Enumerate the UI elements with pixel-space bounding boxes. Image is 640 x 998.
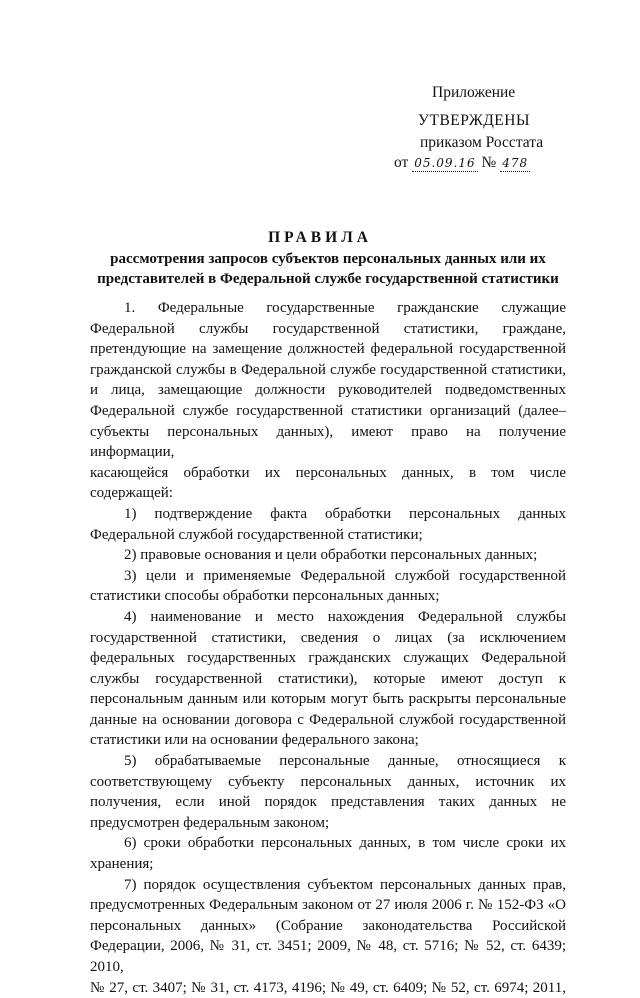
body-line: федеральных государственных гражданских служащих Федеральной [90, 650, 566, 667]
document-subtitle [90, 249, 566, 289]
body-line: хранения; [90, 856, 154, 873]
handwritten-date: 05.09.16 [414, 156, 476, 170]
body-line: 7) порядок осуществления субъектом персональных данных прав, [124, 876, 566, 893]
body-line: Федерации, 2006, № 31, ст. 3451; 2009, № 48, ст. 5716; № 52, ст. 6439; 2010, [90, 938, 566, 975]
body-line: Федеральной службой государственной статистики; [90, 526, 423, 543]
body-line: персональным данным или которым могут быть раскрыты персональные [90, 691, 566, 708]
body-line: соответствующему субъекту персональных данных, источник их [90, 773, 566, 790]
body-line: статистики или на основании федерального закона; [90, 732, 419, 749]
body-line: получения, если иной порядок представления таких данных не [90, 794, 566, 811]
body-line: предусмотренных Федеральным законом от 27 июля 2006 г. № 152-ФЗ «О [90, 897, 566, 914]
body-line: 1. Федеральные государственные гражданские служащие [124, 300, 566, 316]
subtitle-line: рассмотрения запросов субъектов персональных данных или их [110, 251, 546, 267]
body-line: претендующие на замещение должностей федеральной государственной [90, 341, 566, 358]
body-line: предусмотрен федеральным законом; [90, 814, 330, 831]
order-label: приказом Росстата [420, 134, 544, 151]
order-date-line [394, 154, 530, 172]
body-line: субъекты персональных данных), имеют право на получение информации, [90, 423, 566, 461]
body-line: персональных данных» (Собрание законодательства Российской [90, 917, 566, 934]
body-line: 3) цели и применяемые Федеральной службой государственной [124, 567, 566, 584]
body-line: данные на основании договора с Федеральной службой государственной [90, 711, 566, 728]
body-line: гражданской службы в Федеральной службе государственной статистики, [90, 361, 566, 378]
date-prefix: от [394, 154, 409, 171]
body-line: статистики способы обработки персональных данных; [90, 588, 440, 605]
body-line: 2) правовые основания и цели обработки персональных данных; [124, 547, 538, 564]
body-line: службы государственной статистики), которые имеют доступ к [90, 670, 566, 687]
body-line: Федеральной службы государственной статистики, граждане, [90, 320, 566, 337]
body-line: касающейся обработки их персональных данных, в том числе содержащей: [90, 464, 566, 502]
body-line: 4) наименование и место нахождения Федеральной службы [124, 608, 566, 625]
subtitle-line: представителей в Федеральной службе государственной статистики [97, 271, 559, 287]
body-line: 6) сроки обработки персональных данных, в том числе сроки их [124, 835, 566, 852]
handwritten-number: 478 [502, 156, 529, 170]
document-body [90, 298, 566, 998]
body-line: Федеральной службе государственной статистики организаций (далее– [90, 402, 566, 419]
body-line: государственной статистики, сведения о лицах (за исключением [90, 629, 566, 646]
body-line: 5) обрабатываемые персональные данные, относящиеся к [124, 753, 566, 770]
document-title: ПРАВИЛА [268, 229, 372, 246]
body-line: и лица, замещающие должности руководителей подведомственных [90, 382, 566, 399]
number-prefix: № [481, 154, 497, 171]
body-line: № 27, ст. 3407; № 31, ст. 4173, 4196; № 49, ст. 6409; № 52, ст. 6974; 2011, [90, 979, 566, 996]
approved-label: УТВЕРЖДЕНЫ [418, 112, 530, 129]
body-line: 1) подтверждение факта обработки персональных данных [124, 505, 566, 522]
appendix-label: Приложение [432, 84, 516, 101]
